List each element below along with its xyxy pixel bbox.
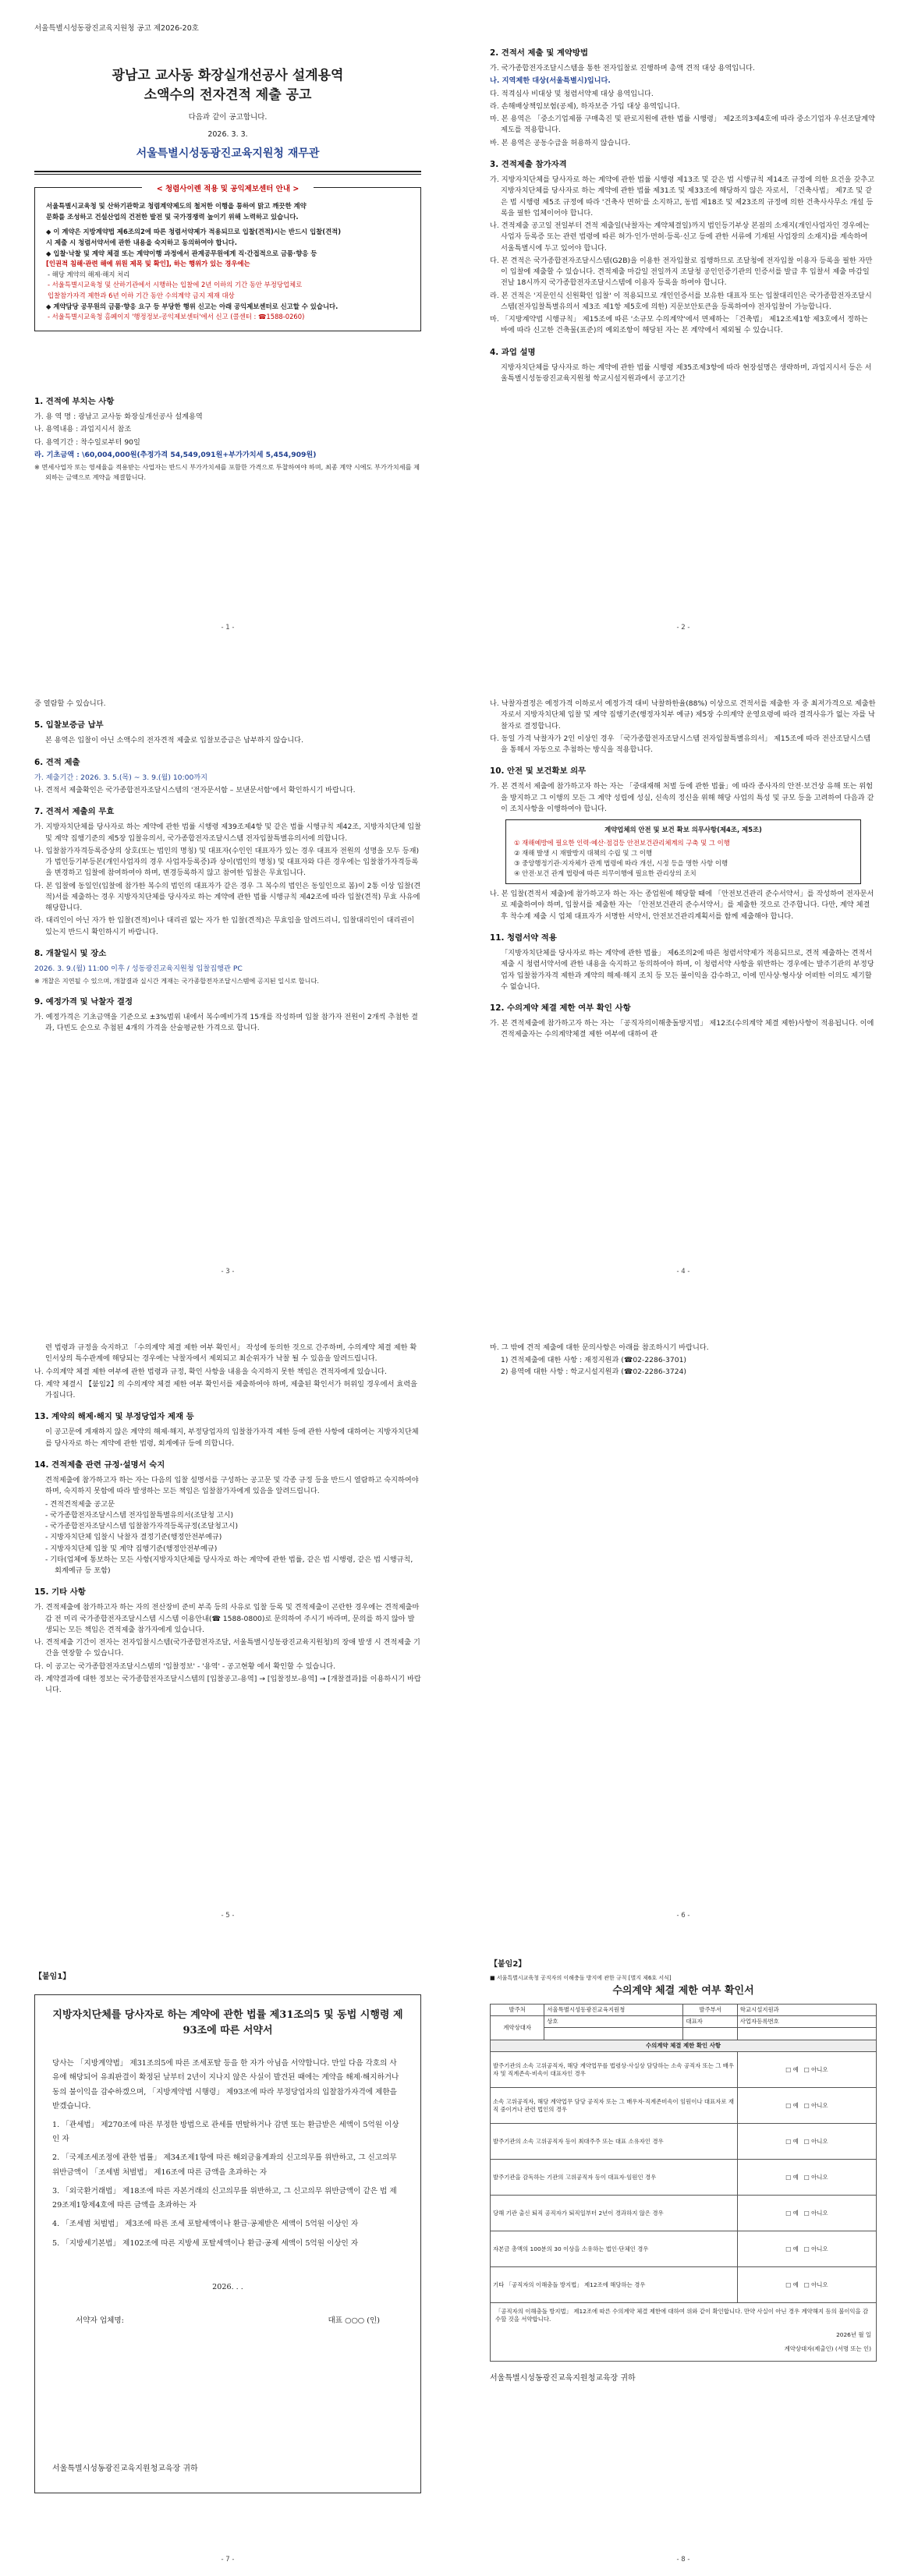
page-number: - 6 - xyxy=(676,1911,690,1920)
s1-item: 나. 용역내용 : 과업지시서 참조 xyxy=(34,425,132,434)
integrity-notice-box xyxy=(34,184,421,331)
safety-duty-item: ② 재해 발생 시 재발방지 대책의 수립 및 그 이행 xyxy=(514,849,653,858)
pledge-title: 지방자치단체를 당사자로 하는 계약에 관한 법률 제31조의5 및 동법 시행령 제93조에 따른 서약서 xyxy=(52,2008,403,2037)
form-note: ■ 서울특별시교육청 공직자의 이해충돌 방지에 관한 규칙 [별지 제6호 서식] xyxy=(490,1974,672,1981)
page-number: - 5 - xyxy=(221,1911,235,1920)
s8-text: 2026. 3. 9.(월) 11:00 이후 / 성동광진교육지원청 입찰집행관 PC xyxy=(34,964,243,973)
contract-restriction-form xyxy=(490,2004,877,2362)
s15-item: 나. 견적제출 기간이 전자는 전자입찰시스템(국가종합전자조달, 서울특별시성동광진교육지원청)의 장애 발생 시 견적제출 기간을 연장할 수 있습니다. xyxy=(34,1638,420,1658)
s9-item: 가. 예정가격은 기초금액을 기준으로 ±3%범위 내에서 복수예비가격 15개를 작성하며 입찰 참가자 전원이 2개씩 추첨한 결과, 다빈도 순으로 추첨된 4개의 가격을 산술평균한 가격으로 합니다. xyxy=(34,1013,418,1033)
s14-text: 견적제출에 참가하고자 하는 자는 다음의 입찰 설명서를 구성하는 공고문 및 각종 규정 등을 반드시 열람하고 숙지하여야 하며, 숙지하지 못함에 따라 발생하는 모든 책임은 입찰참가자에게 있음을 알려드립니다. xyxy=(45,1476,419,1496)
form-value: 서울특별시성동광진교육지원청 xyxy=(544,2005,683,2016)
form-footer-note: 「공직자의 이해충돌 방지법」 제12조에 따른 수의계약 체결 제한에 대하여 위와 같이 확인합니다. 만약 사실이 아닌 경우 계약해지 등의 불이익을 감수할 것을 서약합니다. xyxy=(495,2308,869,2323)
continued-text: 련 법령과 규정을 숙지하고 「수의계약 체결 제한 여부 확인서」 작성에 동의한 것으로 간주하며, 수의계약 체결 제한 확인서상의 특수관계에 해당되는 경우에는 낙찰자에서 제외되고 최순위자가 낙찰 될 수 있음을 알려드립니다. xyxy=(45,1343,417,1364)
pledge-date: 2026. . . xyxy=(212,2282,243,2291)
s2-item: 나. 지역제한 대상(서울특별시)입니다. xyxy=(490,76,611,86)
form-section-header: 수의계약 체결 제한 확인 사항 xyxy=(491,2040,877,2052)
contact-item: 1) 견적제출에 대한 사항 : 재정지원과 (☎02-2286-3701) xyxy=(501,1356,686,1365)
pledge-clause: 5. 「지방세기본법」 제102조에 따른 지방세 포탈세액이나 환급·공제 세액이 5억원 이상인 자 xyxy=(52,2238,359,2248)
s5-text: 본 용역은 입찰이 아닌 소액수의 전자견적 제출로 입찰보증금은 납부하지 않습니다. xyxy=(45,736,303,745)
s2-item: 가. 국가종합전자조달시스템을 통한 전자입찰로 진행하며 총액 견적 대상 용역입니다. xyxy=(490,64,755,73)
notice-line: ◆ 계약담당 공무원의 금품·향응 요구 등 부당한 행위 신고는 아래 공익제보센터로 신고할 수 있습니다. xyxy=(46,302,339,310)
pledge-clause: 3. 「외국환거래법」 제18조에 따른 자본거래의 신고의무를 위반하고, 그 신고의무 위반금액이 같은 법 제29조제1항제4호에 따른 금액을 초과하는 자 xyxy=(52,2186,397,2210)
form-label: 상호 xyxy=(544,2016,683,2028)
s1-note: ※ 면세사업자 또는 영세율을 적용받는 사업자는 반드시 부가가치세를 포함한 가격으로 투찰하여야 하며, 최종 계약 시에도 부가가치세를 제외하는 금액으로 계약을 체결합니다. xyxy=(34,463,420,481)
page-8 xyxy=(456,1932,911,2576)
s14-list-item: - 지방자치단체 입찰시 낙찰자 결정기준(행정안전부예규) xyxy=(45,1533,222,1542)
s1-item: 가. 용 역 명 : 광남고 교사동 화장실개선공사 설계용역 xyxy=(34,412,203,422)
section-6-title: 6. 견적 제출 xyxy=(34,757,80,767)
s14-list-item: - 국가종합전자조달시스템 전자입찰특별유의서(조달청 고시) xyxy=(45,1510,234,1520)
form-question: 발주기관의 소속 고위공직자, 해당 계약업무를 법령상·사실상 담당하는 소속 공직자 또는 그 배우자 및 직계존속·비속이 대표자인 경우 xyxy=(491,2052,738,2088)
yes-no-check[interactable]: □ 예 □ 아니오 xyxy=(737,2088,876,2124)
yes-no-check[interactable]: □ 예 □ 아니오 xyxy=(737,2160,876,2196)
pledge-clause: 2. 「국제조세조정에 관한 법률」 제34조제1항에 따른 해외금융계좌의 신고의무를 위반하고, 그 신고의무 위반금액이 「조세범 처벌법」 제16조에 따른 금액을 초과하는 자 xyxy=(52,2153,397,2177)
notice-line: - 서울특별시교육청 및 산하기관에서 시행하는 입찰에 2년 이하의 기간 동안 부정당업체로 xyxy=(48,281,303,289)
section-11-title: 11. 청렴서약 적용 xyxy=(490,932,557,943)
safety-duty-item: ③ 중앙행정기관·지자체가 관계 법령에 따라 개선, 시정 등을 명한 사항 이행 xyxy=(514,859,728,868)
s7-item: 다. 본 입찰에 동일인(입찰에 참가한 복수의 법인의 대표자가 같은 경우 그 복수의 법인은 동일인으로 봄)이 2통 이상 입찰(견적)서를 제출하는 경우 지방자치단체를 당사자로 하는 계약에 관한 법률 시행규칙 제42조에 따라 입찰(견적) 무효 사유에 해당합니다. xyxy=(34,881,421,913)
s15-item: 다. 이 공고는 국가종합전자조달시스템의 '입찰정보' - '용역' - 공고현황 에서 확인할 수 있습니다. xyxy=(34,1661,335,1671)
yes-no-check[interactable]: □ 예 □ 아니오 xyxy=(737,2052,876,2088)
s10-text: 가. 본 견적서 제출에 참가하고자 하는 자는 「중대재해 처벌 등에 관한 법률」에 따라 종사자의 안전·보건상 유해 또는 위험을 방지하고 그 이행의 모든 그 계약 성립에 성실, 신속의 정신을 위해 해당 사업의 특성 및 규모 등을 고려하여 다음과 같이 조치사항을 이행하여야 합니다. xyxy=(490,782,874,813)
notice-line: 입찰참가자격 제한과 6년 이하 기간 동안 수의계약 금지 제재 대상 xyxy=(48,292,235,300)
s2-item: 라. 손해배상책임보험(공제), 하자보증 가입 대상 용역입니다. xyxy=(490,101,680,111)
s3-item: 라. 본 건적은 '지문인식 신원확인 입찰' 이 적용되므로 개인인증서를 보유한 대표자 또는 입찰대리인은 국가종합전자조달시스템(전자입찰특별유의서 제3조 제1항 제5호에 의한) 지문보안토큰을 등록하여야 전자입찰이 가능합니다. xyxy=(490,291,872,311)
page-number: - 2 - xyxy=(676,623,690,632)
s14-list-item: - 국가종합전자조달시스템 입찰참가자격등록규정(조달청고시) xyxy=(45,1522,239,1530)
section-2-title: 2. 견적서 제출 및 계약방법 xyxy=(490,48,589,58)
notice-line: - 서울특별시교육청 홈페이지 '행정정보-공익제보센터'에서 신고 (콜센터 : ☎1588-0260) xyxy=(48,313,305,321)
notice-line: 문화를 조성하고 건설산업의 건전한 발전 및 국가경쟁력 높이기 위해 노력하고 있습니다. xyxy=(46,212,299,221)
yes-no-check[interactable]: □ 예 □ 아니오 xyxy=(737,2196,876,2231)
s9-item: 나. 낙찰자결정은 예정가격 이하로서 예정가격 대비 낙찰하한율(88%) 이상으로 견적서를 제출한 자 중 최저가격으로 제출한 자로서 지방자치단체 입찰 및 계약 집행기준(행정자치부 예규) 제5장 수의계약 운영요령에 따라 결격사유가 없는 자를 낙찰자로 결정합니다. xyxy=(490,699,876,731)
s11-text: 「지방자치단체를 당사자로 하는 계약에 관한 법률」 제6조의2에 따른 청렴서약제가 적용되므로, 견적 제출하는 견적서 제출 시 청렴서약서에 관한 내용을 숙지하고 동의하여야 하며, 이 청렴서약 사항을 위반하는 경우에는 발주기관의 부정당업자 입찰참가자격 제한과 계약의 해제·해지 조치 등 모든 불이익을 감수하고, 이에 민사상·형사상 어떠한 이의도 제기할 수 없습니다. xyxy=(501,949,874,991)
s2-item: 다. 적격심사 비대상 및 청렴서약제 대상 용역입니다. xyxy=(490,89,654,98)
page-number: - 4 - xyxy=(676,1267,690,1276)
page-number: - 1 - xyxy=(221,623,235,632)
form-question: 발주기관을 감독하는 기관의 고위공직자 등이 대표자·임원인 경우 xyxy=(491,2160,738,2196)
contact-item: 2) 용역에 대한 사항 : 학교시설지원과 (☎02-2286-3724) xyxy=(501,1367,686,1376)
s4-text: 지방자치단체를 당사자로 하는 계약에 관한 법률 시행령 제35조제3항에 따라 현장설명은 생략하며, 과업지시서 등은 서울특별시성동광진교육지원청 학교시설지원과에서 공고기간 xyxy=(501,363,872,383)
form-question: 소속 고위공직자, 해당 계약업무 담당 공직자 또는 그 배우자·직계존비속이 임원이나 대표자로 재직 중이거나 관련 법인의 경우 xyxy=(491,2088,738,2124)
s1-item: 다. 용역기간 : 착수일로부터 90일 xyxy=(34,437,140,447)
form-label: 발주처 xyxy=(491,2005,544,2016)
s10-text-2: 나. 본 입찰(견적서 제출)에 참가하고자 하는 자는 종업원에 해당할 때에 「안전보건관리 준수서약서」를 작성하여 전자문서로 제출하여야 하며, 입찰서를 제출한 자는 「안전보건관리 준수서약서」를 제출한 것으로 간주합니다. 다만, 계약 체결 후 착수계 제출 시 업체 대표자가 서명한 서약서, 안전보건관리계획서를 함께 제출해야 합니다. xyxy=(490,890,874,921)
doc-subtitle: 다음과 같이 공고합니다. xyxy=(188,112,268,122)
safety-box-title: 계약업체의 안전 및 보건 확보 의무사항(제4조, 제5조) xyxy=(604,826,762,834)
yes-no-check[interactable]: □ 예 □ 아니오 xyxy=(737,2267,876,2303)
page-3 xyxy=(0,644,456,1288)
title-rule xyxy=(34,171,421,172)
form-input[interactable] xyxy=(544,2028,683,2040)
page-number: - 8 - xyxy=(676,2555,690,2564)
pledge-paragraph: 당사는 「지방계약법」 제31조의5에 따른 조세포탈 등을 한 자가 아님을 서약합니다. 만일 다음 각호의 사유에 해당되어 유죄판결이 확정된 날부터 2년이 지나지 않은 사실이 발견된 때에는 계약을 해제·해지하거나 동의 불이익을 감수하겠으며, 「지방계약법 시행령」 제93조에 따라 부정당업자의 입찰참가자격에 제한을 받겠습니다. xyxy=(52,2059,399,2111)
form-title: 수의계약 체결 제한 여부 확인서 xyxy=(612,1985,754,1997)
attachment-2-tag: 【붙임2】 xyxy=(490,1960,526,1969)
form-label: 사업자등록번호 xyxy=(737,2016,876,2028)
pledge-form xyxy=(34,1994,421,2493)
page-6 xyxy=(456,1288,911,1932)
s12-item: 나. 수의계약 체결 제한 여부에 관한 법령과 규정, 확인 사항을 내용을 숙지하지 못한 책임은 견적자에게 있습니다. xyxy=(34,1367,387,1376)
section-4-title: 4. 과업 설명 xyxy=(490,347,536,357)
section-14-title: 14. 견적제출 관련 규정·설명서 숙지 xyxy=(34,1460,165,1470)
form-label: 발주부서 xyxy=(683,2005,737,2016)
page-1 xyxy=(0,0,456,644)
notice-line: ◆ 입찰·낙찰 및 계약 체결 또는 계약이행 과정에서 관계공무원에게 직·간접적으로 금품·향응 등 xyxy=(46,249,317,257)
section-7-title: 7. 견적서 제출의 무효 xyxy=(34,807,115,817)
form-signature: 계약상대자(제출인) (서명 또는 인) xyxy=(784,2345,871,2353)
form-question: 기타 「공직자의 이해충돌 방지법」 제12조에 해당하는 경우 xyxy=(491,2267,738,2303)
s12-text: 가. 본 견적제출에 참가하고자 하는 자는 「공직자의이해충돌방지법」 제12조(수의계약 체결 제한)사항이 적용됩니다. 이에 견적제출자는 수의계약체결 제한 여부에 대하여 관 xyxy=(490,1019,874,1039)
section-9-title: 9. 예정가격 및 낙찰자 결정 xyxy=(34,996,133,1007)
form-question: 자본금 총액의 100분의 30 이상을 소유하는 법인·단체인 경우 xyxy=(491,2231,738,2267)
form-input[interactable] xyxy=(737,2028,876,2040)
notice-line: 서울특별시교육청 및 산하기관학교 청렴계약제도의 철저한 이행을 통하여 맑고 깨끗한 계약 xyxy=(46,202,307,211)
s7-item: 라. 대리인이 아닌 자가 한 입찰(견적)이나 대리권 없는 자가 한 입찰(견적)은 무효임을 알려드리니, 입찰대리인이 대리권이 있는지 반드시 확인하시기 바랍니다. xyxy=(34,916,415,936)
form-footer-cell xyxy=(491,2303,877,2362)
title-rule-thin xyxy=(34,174,421,175)
section-3-title: 3. 견적제출 참가자격 xyxy=(490,159,567,169)
s2-item: 바. 본 용역은 공동수급을 허용하지 않습니다. xyxy=(490,138,631,147)
page-7 xyxy=(0,1932,456,2576)
pledge-representative: 대표 ○○○ (인) xyxy=(328,2316,380,2325)
safety-duty-item: ① 재해예방에 필요한 인력·예산·점검등 안전보건관리체계의 구축 및 그 이행 xyxy=(514,839,730,847)
form-label: 계약상대자 xyxy=(491,2016,544,2040)
notice-line: - 해당 계약의 해제·해지 처리 xyxy=(48,270,130,278)
continued-text: 중 열람할 수 있습니다. xyxy=(34,699,106,708)
s3-item: 나. 견적제출 공고일 전일부터 견적 제출일(낙찰자는 계약체결일)까지 법인등기부상 본점의 소재지(개인사업자인 경우에는 사업자 등록증 또는 관련 법령에 따른 허가·인가·면허·등록·신고 등에 관한 서류에 기재된 사업장의 소재지)를 계속하여 서울특별시에 두고 있어야 합니다. xyxy=(490,221,870,253)
s7-item: 가. 지방자치단체를 당사자로 하는 계약에 관한 법률 시행령 제39조제4항 및 같은 법률 시행규칙 제42조, 지방자치단체 입찰 및 계약 집행기준의 제5장 입찰유의서, 국가종합전자조달시스템 전자입찰특별유의서에 의합니다. xyxy=(34,823,422,843)
s14-list-item: - 지방자치단체 입찰 및 계약 집행기준(행정안전부예규) xyxy=(45,1544,218,1553)
notice-line: 시 제출 시 청렴서약서에 관한 내용을 숙지하고 동의하여야 합니다. xyxy=(46,239,237,247)
page-4 xyxy=(456,644,911,1288)
section-8-title: 8. 개찰일시 및 장소 xyxy=(34,948,107,958)
s1-item-base-amount: 라. 기초금액 : \60,004,000원(추정가격 54,549,091원+부가가치세 5,454,909원) xyxy=(34,450,317,459)
form-date: 2026년 월 일 xyxy=(836,2331,871,2339)
section-5-title: 5. 입찰보증금 납부 xyxy=(34,720,104,731)
pledge-addressee: 서울특별시성동광진교육지원청교육장 귀하 xyxy=(52,2465,198,2473)
s6-item: 나. 견적서 제출확인은 국가종합전자조달시스템의 '전자문서함 – 보낸문서함'에서 확인하시기 바랍니다. xyxy=(34,786,356,794)
section-15-title: 15. 기타 사항 xyxy=(34,1587,86,1598)
doc-date: 2026. 3. 3. xyxy=(207,130,248,140)
pledge-clause: 4. 「조세범 처벌법」 제3조에 따른 조세 포탈세액이나 환급·공제받은 세액이 5억원 이상인 자 xyxy=(52,2220,359,2229)
s15-item: 마. 그 밖에 견적 제출에 대한 문의사항은 아래를 참조하시기 바랍니다. xyxy=(490,1343,709,1352)
s2-item: 마. 본 용역은 「중소기업제품 구매촉진 및 판로지원에 관한 법률 시행령」 제2조의3제4호에 따라 중소기업자 우선조달계약 제도를 적용합니다. xyxy=(490,115,875,135)
safety-duty-box xyxy=(505,819,861,884)
page-number: - 3 - xyxy=(221,1267,235,1276)
yes-no-check[interactable]: □ 예 □ 아니오 xyxy=(737,2124,876,2160)
s13-text: 이 공고문에 게재하지 않은 계약의 해제·해지, 부정당업자의 입찰참가자격 제한 등에 관한 사항에 대하여는 지방자치단체를 당사자로 하는 계약에 관한 법령, 회계예규 등에 의합니다. xyxy=(45,1428,419,1448)
doc-title-1: 광남고 교사동 화장실개선공사 설계용역 xyxy=(112,67,344,83)
form-question: 발주기관의 소속 고위공직자 등이 최대주주 또는 대표 소유자인 경우 xyxy=(491,2124,738,2160)
s7-item: 나. 입찰참가자격등록증상의 상호(또는 법인의 명칭) 및 대표자(수인인 대표자가 있는 경우 대표자 전원의 성명을 모두 등재)가 법인등기부등본(개인사업자의 경우 사업자등록증)과 상이(법인의 명칭) 및 대표자와 다른 경우에는 입찰참가자격등록을 변경하고 입찰에 참여하여야 하며, 변경등록하지 않고 참여한 입찰은 무효입니다. xyxy=(34,846,420,878)
s9-item: 다. 동일 가격 낙찰자가 2인 이상인 경우 「국가종합전자조달시스템 전자입찰특별유의서」 제15조에 따라 전산조달시스템을 통해서 자동으로 추첨하는 방식을 적용합니다. xyxy=(490,734,871,754)
notice-number: 서울특별시성동광진교육지원청 공고 제2026-20호 xyxy=(34,24,199,33)
issuer-dept: 서울특별시성동광진교육지원청 재무관 xyxy=(136,147,320,161)
notice-line: ◆ 이 계약은 지방계약법 제6조의2에 따른 청렴서약제가 적용되므로 입찰(견적)시는 반드시 입찰(견적) xyxy=(46,228,342,236)
s3-item: 마. 「지방계약법 시행규칙」 제15조에 따른 '소규모 수의계약'에서 면제하는 「건축법」 제12조제1항 제3호에서 정하는 바에 따라 신고한 건축물(표준)의 예외조항이 해당된 자는 본 계약에서 제외될 수 있습니다. xyxy=(490,315,868,335)
section-1-title: 1. 견적에 부치는 사항 xyxy=(34,396,115,406)
page-number: - 7 - xyxy=(221,2555,235,2564)
attachment-1-tag: 【붙임1】 xyxy=(34,1973,71,1981)
section-10-title: 10. 안전 및 보건확보 의무 xyxy=(490,766,587,777)
yes-no-check[interactable]: □ 예 □ 아니오 xyxy=(737,2231,876,2267)
form-value: 학교시설지원과 xyxy=(737,2005,876,2016)
section-12-title: 12. 수의계약 체결 제한 여부 확인 사항 xyxy=(490,1003,631,1014)
s15-item: 가. 견적제출에 참가하고자 하는 자의 전산장비 준비 부족 등의 사유로 입찰 등록 및 견적제출이 곤란한 경우에는 견적제출마감 전 미리 국가종합전자조달시스템 시스템 이용안내(☎ 1588-0800)로 문의하여 주시기 바라며, 문의를 하지 않아 발생되는 모든 책임은 견적제출 참가자에게 있습니다. xyxy=(34,1603,420,1634)
form-addressee: 서울특별시성동광진교육지원청교육장 귀하 xyxy=(490,2374,636,2383)
form-label: 대표자 xyxy=(683,2016,737,2028)
page-2 xyxy=(456,0,911,644)
s3-item: 가. 지방자치단체를 당사자로 하는 계약에 관한 법률 시행령 제13조 및 같은 법 시행규칙 제14조 규정에 의한 요건을 갖추고 지방자치단체를 당사자로 하는 계약에 관한 법률 제31조 및 제33조에 해당하지 않은 자로서, 「건축사법」 제7조 및 같은 법 시행령 제5조 규정에 따라 '건축사 면허'를 소지하고, 동법 제18조 및 제23조의 규정에 의한 건축사사무소 개설 등록을 필한 업체이어야 합니다. xyxy=(490,175,875,218)
s3-item: 다. 본 견적은 국가종합전자조달시스템(G2B)을 이용한 전자입찰로 집행하므로 조달청에 전자입찰 이용자 등록을 필한 자만이 입찰에 제출할 수 있습니다. 견적제출 마감일 전일까지 조달청 공인인증기관의 인증서를 발급 후 입찰서 제출 마감일 전날 18시까지 국가종합전자조달시스템에 이용자 등록을 하여야 합니다. xyxy=(490,256,873,288)
doc-title-2: 소액수의 전자견적 제출 공고 xyxy=(144,87,312,104)
s14-list-item: - 견적견적제출 공고문 xyxy=(45,1499,115,1509)
s14-list-item: - 기타(업체에 통보하는 모든 사항(지방자치단체를 당사자로 하는 계약에 관한 법률, 같은 법 시행령, 같은 법 시행규칙, 회계예규 등 포함) xyxy=(45,1555,413,1575)
pledge-company-label: 서약자 업체명: xyxy=(76,2316,124,2325)
pledge-clause: 1. 「관세법」 제270조에 따른 부정한 방법으로 관세를 면탈하거나 감면 또는 환급받은 세액이 5억원 이상인 자 xyxy=(52,2120,399,2144)
s15-item: 라. 계약결과에 대한 정보는 국가종합전자조달시스템의 [입찰공고-용역] → [입찰정보-용역] → [개찰결과]를 이용하시기 바랍니다. xyxy=(34,1674,421,1695)
safety-duty-item: ④ 안전·보건 관계 법령에 따른 의무이행에 필요한 관리상의 조치 xyxy=(514,869,697,878)
notice-title: < 청렴사이렌 적용 및 공익제보센터 안내 > xyxy=(142,183,314,195)
form-question: 당해 기관 출신 퇴직 공직자가 퇴직일부터 2년이 경과하지 않은 경우 xyxy=(491,2196,738,2231)
s8-note: ※ 개찰은 지연될 수 있으며, 개찰결과 실시간 게재는 국가종합전자조달시스템에 공지된 일시로 합니다. xyxy=(34,977,319,985)
form-input[interactable] xyxy=(683,2028,737,2040)
s6-period: 가. 제출기간 : 2026. 3. 5.(목) ~ 3. 9.(월) 10:00까지 xyxy=(34,773,208,782)
section-13-title: 13. 계약의 해제·해지 및 부정당업자 제재 등 xyxy=(34,1412,194,1422)
notice-line: [인권적 침해·관련 해예 위원 제목 및 확인], 하는 행위가 있는 경우에는 xyxy=(46,260,250,268)
s12-item: 다. 계약 체결시 【붙임2】의 수의계약 체결 제한 여부 확인서를 제출하여야 하며, 제출된 확인서가 허위일 경우에서 효력을 가집니다. xyxy=(34,1379,417,1399)
page-5 xyxy=(0,1288,456,1932)
